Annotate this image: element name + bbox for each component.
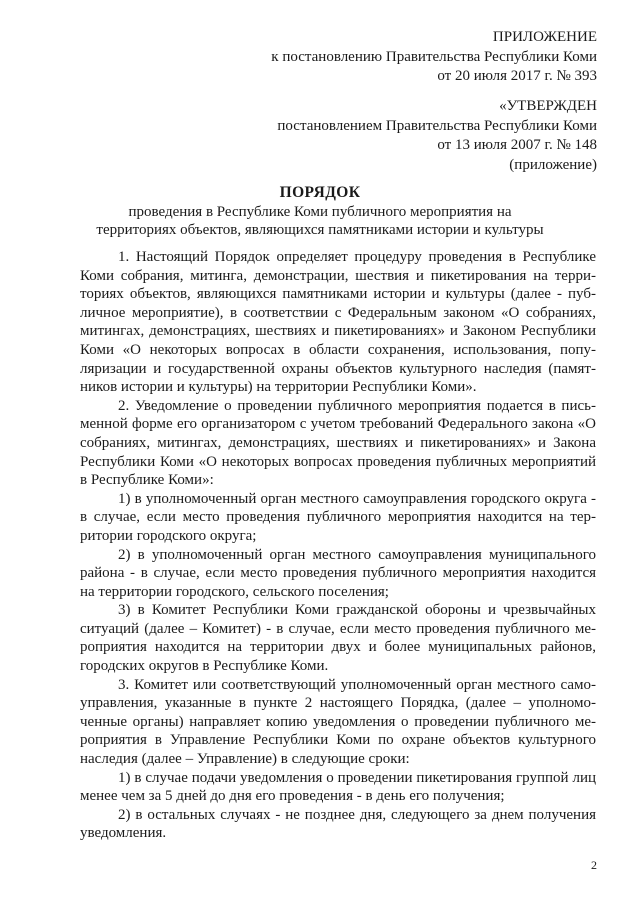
document-subtitle: проведения в Республике Коми публичного мероприятия на территориях объектов, являющихся памятниками истории и культуры (96, 204, 544, 238)
paragraph: 1) в уполномоченный орган местного самоуправления городского округа - в случае, если место проведения публичного мероприятия находится на территории городского округа; (80, 490, 596, 544)
paragraph: 1. Настоящий Порядок определяет процедуру проведения в Республике Коми собрания, митинга, демонстрации, шествия и пикетирования на территориях объектов, являющихся памятниками истории и культуры (далее - публичное мероприятие), в соответствии с Федеральным законом «О собраниях, митингах, демонстрациях, шествиях и пикетированиях» и Законом Республики Коми «О некоторых вопросах в области сохранения, использования, популяризации и государственной охраны объектов культурного наследия (памятников истории и культуры) на территории Республики Коми». (80, 249, 596, 396)
paragraph: 2) в уполномоченный орган местного самоуправления муниципального района - в случае, если место проведения публичного мероприятия находится на территории городского, сельского поселения; (80, 546, 596, 600)
document-title: ПОРЯДОК (279, 184, 361, 201)
appendix-label: ПРИЛОЖЕНИЕ (492, 29, 597, 45)
page-number: 2 (591, 858, 597, 872)
appendix-header (271, 28, 597, 87)
paragraph: 3. Комитет или соответствующий уполномоченный орган местного самоуправления, указанные в пункте 2 настоящего Порядка, (далее – уполномоченные органы) направляет копию уведомления о проведении публичного мероприятия в Управление Республики Коми по охране объектов культурного наследия (далее – Управление) в следующие сроки: (80, 676, 596, 768)
appendix-resolution-ref: к постановлению Правительства Республики Коми (271, 48, 597, 65)
paragraph: 1) в случае подачи уведомления о проведении пикетирования группой лиц менее чем за 5 дней до дня его проведения - в день его получения; (80, 769, 596, 805)
document-body (80, 248, 596, 843)
approval-note: (приложение) (509, 156, 597, 173)
approval-resolution-date: от 13 июля 2007 г. № 148 (437, 137, 597, 154)
approval-resolution-ref: постановлением Правительства Республики Коми (277, 117, 597, 134)
appendix-resolution-date: от 20 июля 2017 г. № 393 (437, 68, 597, 85)
paragraph: 3) в Комитет Республики Коми гражданской обороны и чрезвычайных ситуаций (далее – Комитет) - в случае, если место проведения публичного мероприятия находится на территории двух и более муниципальных районов, городских округов в Республике Коми. (80, 602, 596, 675)
paragraph: 2. Уведомление о проведении публичного мероприятия подается в письменной форме его организатором с учетом требований Федерального закона «О собраниях, митингах, демонстрациях, шествиях и пикетированиях» и Закона Республики Коми «О некоторых вопросах проведения публичных мероприятий в Республике Коми»: (80, 397, 596, 489)
approval-header (277, 97, 597, 175)
paragraph: 2) в остальных случаях - не позднее дня, следующего за днем получения уведомления. (80, 806, 596, 842)
approval-label: «УТВЕРЖДЕН (499, 98, 597, 114)
